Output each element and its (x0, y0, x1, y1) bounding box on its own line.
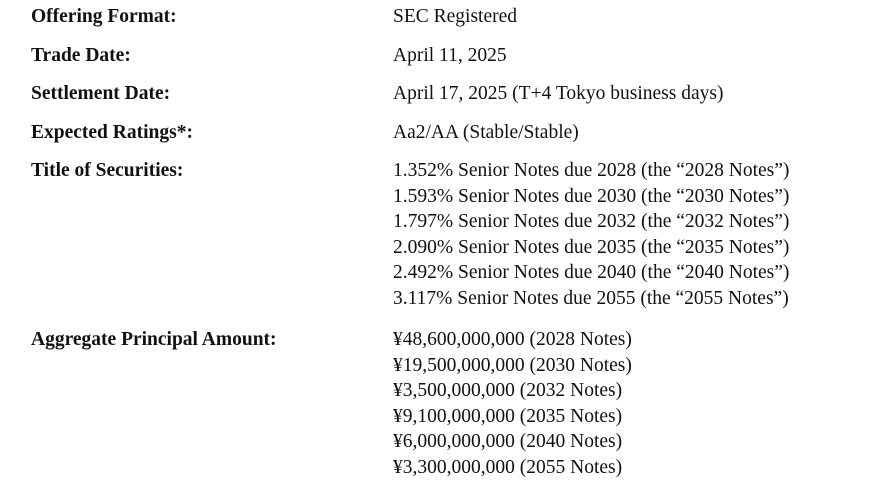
security-title-2030: 1.593% Senior Notes due 2030 (the “2030 Notes”) (393, 185, 790, 207)
expected-ratings-label: Expected Ratings*: (31, 121, 193, 143)
title-of-securities-label: Title of Securities: (31, 160, 184, 181)
principal-amount-2028: ¥48,600,000,000 (2028 Notes) (393, 329, 632, 350)
expected-ratings-value: Aa2/AA (Stable/Stable) (393, 121, 579, 143)
aggregate-principal-amount-label: Aggregate Principal Amount: (31, 329, 277, 350)
aggregate-principal-amount-values (393, 327, 632, 480)
settlement-date-value: April 17, 2025 (T+4 Tokyo business days) (393, 83, 724, 104)
title-of-securities-row (31, 158, 861, 327)
principal-amount-2030: ¥19,500,000,000 (2030 Notes) (393, 354, 632, 376)
trade-date-row (31, 43, 861, 82)
security-title-2028: 1.352% Senior Notes due 2028 (the “2028 Notes”) (393, 160, 790, 181)
title-of-securities-values (393, 158, 789, 311)
principal-amount-2035: ¥9,100,000,000 (2035 Notes) (393, 405, 623, 427)
principal-amount-2032: ¥3,500,000,000 (2032 Notes) (393, 380, 623, 401)
trade-date-label: Trade Date: (31, 44, 131, 66)
principal-amount-2040: ¥6,000,000,000 (2040 Notes) (393, 431, 623, 452)
trade-date-value: April 11, 2025 (393, 44, 507, 66)
security-title-2055: 3.117% Senior Notes due 2055 (the “2055 Notes”) (393, 287, 789, 309)
security-title-2032: 1.797% Senior Notes due 2032 (the “2032 Notes”) (393, 211, 790, 232)
security-title-2035: 2.090% Senior Notes due 2035 (the “2035 Notes”) (393, 236, 790, 258)
offering-format-label: Offering Format: (31, 6, 177, 27)
expected-ratings-row (31, 120, 861, 159)
settlement-date-label: Settlement Date: (31, 83, 171, 104)
offering-format-value: SEC Registered (393, 6, 518, 27)
term-sheet (31, 4, 861, 480)
offering-format-row (31, 4, 861, 43)
settlement-date-row (31, 81, 861, 120)
principal-amount-2055: ¥3,300,000,000 (2055 Notes) (393, 456, 623, 478)
aggregate-principal-amount-row (31, 327, 861, 480)
security-title-2040: 2.492% Senior Notes due 2040 (the “2040 Notes”) (393, 262, 790, 283)
